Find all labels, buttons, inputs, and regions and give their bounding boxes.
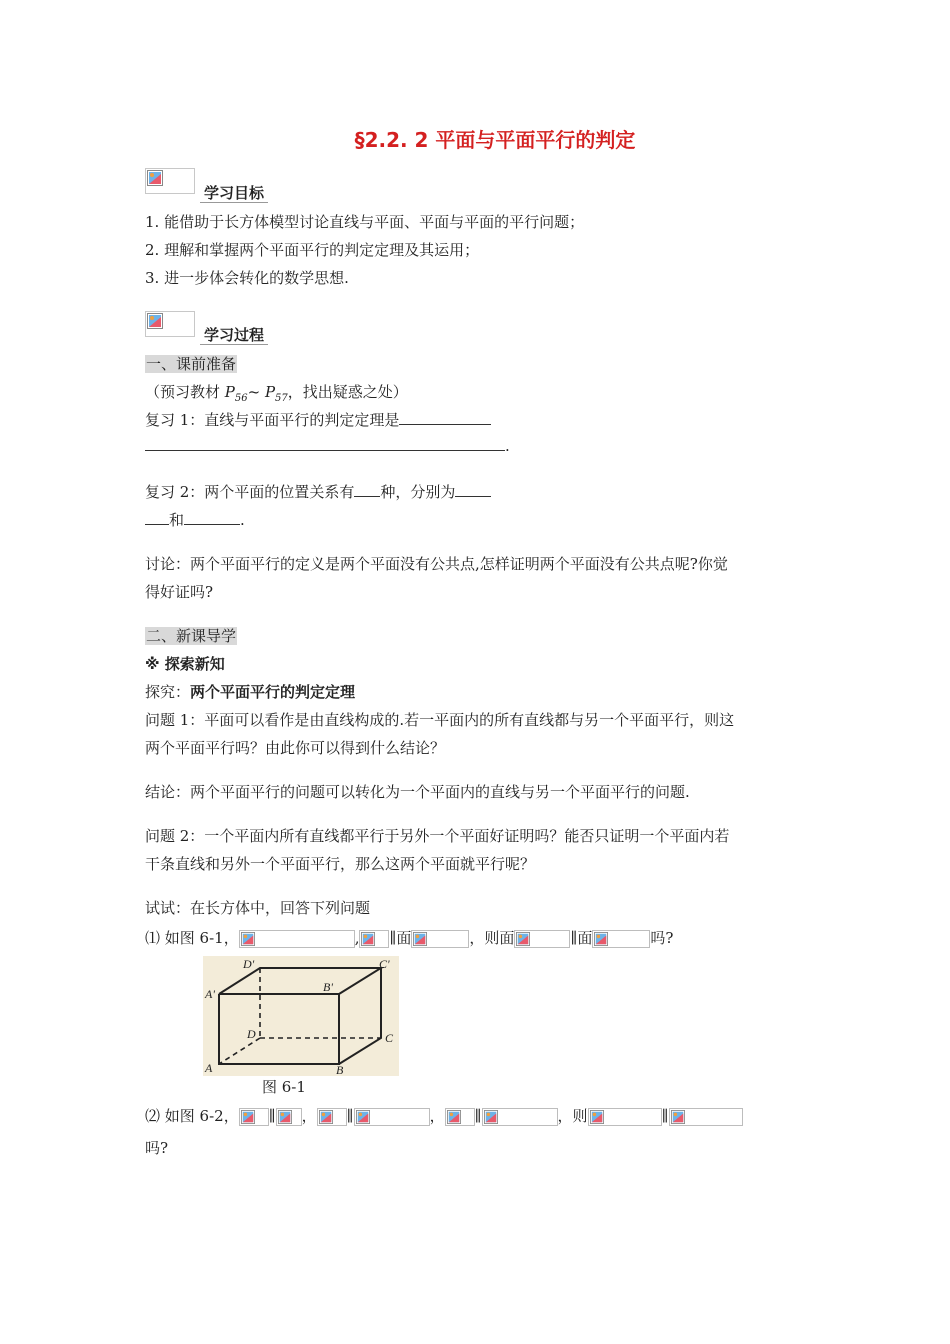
- process-heading: 学习过程: [200, 324, 268, 345]
- formula-image-4: [514, 930, 570, 948]
- broken-image-icon: [671, 1110, 685, 1124]
- review2-blank-1[interactable]: [455, 484, 491, 497]
- section-image-goals: [145, 168, 195, 194]
- goal-item-2: 2. 理解和掌握两个平面平行的判定定理及其运用；: [145, 241, 480, 259]
- discussion-line-2: 得好证吗?: [145, 583, 214, 601]
- vertex-label-b: B: [336, 1063, 344, 1076]
- broken-image-icon: [356, 1110, 370, 1124]
- formula-image-3: [411, 930, 469, 948]
- formula-image-5: [592, 930, 650, 948]
- question1-line-2: 两个平面平行吗？由此你可以得到什么结论？: [145, 739, 446, 757]
- vertex-label-c: C: [385, 1031, 394, 1045]
- formula-image-6: [239, 1108, 269, 1126]
- review1-line: 复习 1：直线与平面平行的判定定理是: [145, 409, 491, 430]
- explore-heading: ※ 探索新知: [145, 655, 225, 673]
- question2-line-1: 问题 2：一个平面内所有直线都平行于另外一个平面好证明吗？能否只证明一个平面内若: [145, 827, 730, 845]
- formula-image-8: [317, 1108, 347, 1126]
- figure-caption: 图 6-1: [262, 1078, 306, 1096]
- broken-image-icon: [361, 932, 375, 946]
- broken-image-icon: [413, 932, 427, 946]
- vertex-label-a-prime: A': [205, 987, 215, 1001]
- broken-image-icon: [241, 1110, 255, 1124]
- question1-line-1: 问题 1：平面可以看作是由直线构成的.若一平面内的所有直线都与另一个平面平行，则这: [145, 711, 735, 729]
- page-title: §2.2. 2 平面与平面平行的判定: [354, 128, 636, 152]
- review1-blank[interactable]: [399, 412, 491, 425]
- conclusion-line: 结论：两个平面平行的问题可以转化为一个平面内的直线与另一个平面平行的问题.: [145, 783, 690, 801]
- review2-blank-count[interactable]: [354, 484, 380, 497]
- cuboid-diagram: [203, 956, 399, 1076]
- formula-image-10: [445, 1108, 475, 1126]
- vertex-label-a: A: [205, 1061, 213, 1075]
- goal-item-1: 1. 能借助于长方体模型讨论直线与平面、平面与平面的平行问题；: [145, 213, 585, 231]
- broken-image-icon: [484, 1110, 498, 1124]
- formula-image-12: [588, 1108, 662, 1126]
- broken-image-icon: [241, 932, 255, 946]
- question2-line-2: 干条直线和另外一个平面平行，那么这两个平面就平行呢？: [145, 855, 536, 873]
- broken-image-icon: [147, 170, 163, 186]
- try-line: 试试：在长方体中，回答下列问题: [145, 899, 371, 917]
- explore-line: 探究：两个平面平行的判定定理: [145, 683, 356, 701]
- formula-image-11: [482, 1108, 558, 1126]
- broken-image-icon: [590, 1110, 604, 1124]
- vertex-label-d: D: [247, 1027, 256, 1041]
- formula-image-1: [239, 930, 355, 948]
- part1-heading: 一、课前准备: [146, 355, 237, 373]
- formula-image-2: [359, 930, 389, 948]
- cuboid-figure: [203, 956, 399, 1076]
- review2-blank-2[interactable]: [145, 512, 169, 525]
- broken-image-icon: [516, 932, 530, 946]
- vertex-label-d-prime: D': [243, 957, 255, 971]
- review2-continuation: 和 .: [145, 509, 245, 530]
- broken-image-icon: [147, 313, 163, 329]
- item2-question: 吗?: [145, 1139, 169, 1157]
- discussion-line-1: 讨论：两个平面平行的定义是两个平面没有公共点,怎样证明两个平面没有公共点呢?你觉: [145, 555, 728, 573]
- preview-line: （预习教材 $P_{56}\sim$ $P_{57}$，找出疑惑之处）: [145, 383, 408, 404]
- broken-image-icon: [319, 1110, 333, 1124]
- formula-image-13: [669, 1108, 743, 1126]
- broken-image-icon: [447, 1110, 461, 1124]
- broken-image-icon: [278, 1110, 292, 1124]
- review2-line: 复习 2：两个平面的位置关系有 种，分别为: [145, 481, 491, 502]
- formula-image-7: [276, 1108, 302, 1126]
- section-image-process: [145, 311, 195, 337]
- review1-continuation: .: [145, 437, 510, 455]
- broken-image-icon: [594, 932, 608, 946]
- formula-image-9: [354, 1108, 430, 1126]
- item2-line: ⑵ 如图 6-2， ∥ ， ∥ ， ∥ ，则 ∥: [145, 1105, 743, 1126]
- review1-blank-2[interactable]: [145, 438, 505, 451]
- part2-heading: 二、新课导学: [146, 627, 237, 645]
- vertex-label-c-prime: C': [379, 957, 390, 971]
- review2-blank-3[interactable]: [184, 512, 240, 525]
- goal-item-3: 3. 进一步体会转化的数学思想.: [145, 269, 349, 287]
- goals-heading: 学习目标: [200, 182, 268, 203]
- vertex-label-b-prime: B': [323, 980, 333, 994]
- item1-line: ⑴ 如图 6-1， , ∥面 ，则面 ∥面 吗?: [145, 929, 674, 947]
